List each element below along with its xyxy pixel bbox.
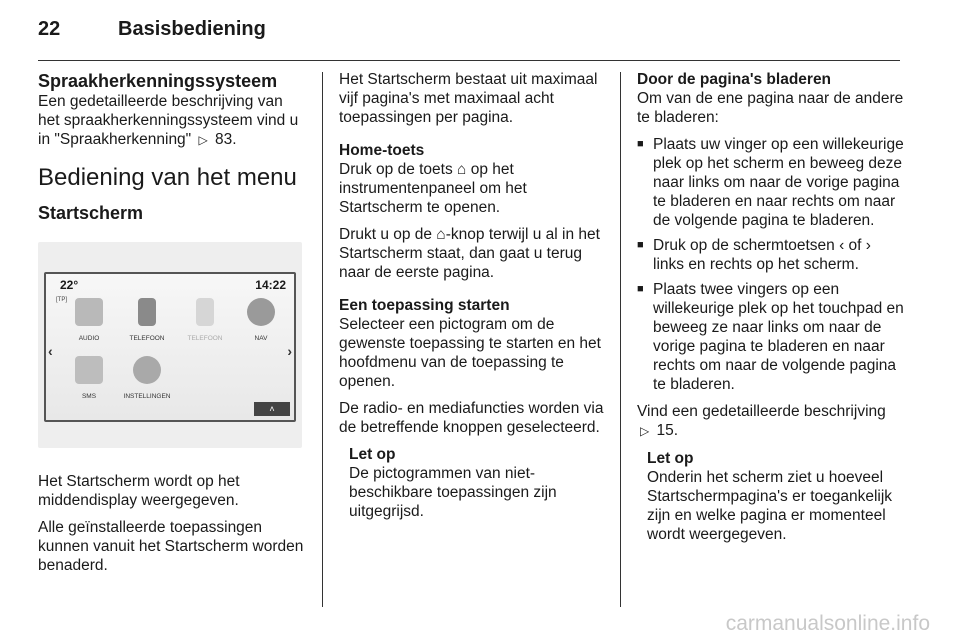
phone-icon xyxy=(138,298,156,326)
column-2 xyxy=(339,70,607,529)
note-box: Let op De pictogrammen van niet-beschikbare toepassingen zijn uitgegrijsd. xyxy=(349,445,607,521)
paragraph: Vind een gedetailleerde beschrijving ▷ 15. xyxy=(637,403,886,439)
page-number: 22 xyxy=(38,18,61,40)
audio-tile: AUDIO xyxy=(60,298,118,348)
start-app-section: Een toepassing starten Selecteer een pictogram om de gewenste toepassing te starten en het hoofdmenu van de toepassing te openen. xyxy=(339,296,607,391)
sms-tile: SMS xyxy=(60,356,118,406)
column-1 xyxy=(38,70,308,583)
chevron-up-icon: ˄ xyxy=(254,402,290,416)
column-divider xyxy=(620,72,621,607)
speech-paragraph: Een gedetailleerde beschrijving van het spraakherkenningssysteem vind u in "Spraakherkenning" ▷ 83. xyxy=(38,93,299,148)
prev-page-icon: ‹ xyxy=(48,343,53,359)
section-title: Een toepassing starten xyxy=(339,297,510,314)
note-title: Let op xyxy=(349,446,396,463)
section-title: Home-toets xyxy=(339,142,425,159)
browse-section: Door de pagina's bladeren Om van de ene pagina naar de andere te bladeren: xyxy=(637,71,904,126)
home-icon: ⌂ xyxy=(436,226,446,243)
paragraph: Alle geïnstalleerde toepassingen kunnen vanuit het Startscherm worden benaderd. xyxy=(38,519,304,574)
menu-heading: Bediening van het menu xyxy=(38,164,297,191)
temperature-readout: 22° xyxy=(60,278,79,292)
paragraph: Drukt u op de ⌂-knop terwijl u al in het Startscherm staat, dan gaat u terug naar de eerste pagina. xyxy=(339,226,600,281)
paragraph: De radio- en mediafuncties worden via de betreffende knoppen geselecteerd. xyxy=(339,400,604,436)
phone-icon xyxy=(196,298,214,326)
note-box: Let op Onderin het scherm ziet u hoeveel Startschermpagina's er toegankelijk zijn en welke pagina er momenteel wordt weergegeven. xyxy=(647,449,905,544)
reference-arrow-icon: ▷ xyxy=(198,133,208,147)
home-key-section: Home-toets Druk op de toets ⌂ op het instrumentenpaneel om het Startscherm te openen. xyxy=(339,141,607,217)
clock-readout: 14:22 xyxy=(255,278,286,292)
phone-tile: TELEFOON xyxy=(118,298,176,348)
next-page-icon: › xyxy=(287,343,292,359)
home-screen-display xyxy=(44,272,296,422)
home-screen-heading: Startscherm xyxy=(38,203,144,223)
list-item: ■ Plaats twee vingers op een willekeurige plek op het touchpad en beweeg ze naar links om naar de vorige pagina te bladeren en naar rechts om naar de volgende pagina te bladeren. xyxy=(637,280,905,394)
gear-icon xyxy=(133,356,161,384)
column-divider xyxy=(322,72,323,607)
tp-indicator: [TP] xyxy=(56,297,68,303)
speech-heading: Spraakherkenningssysteem xyxy=(38,71,278,91)
page-header xyxy=(38,18,928,52)
bullet-list xyxy=(637,135,905,394)
header-rule xyxy=(38,60,900,61)
list-item: ■ Plaats uw vinger op een willekeurige plek op het scherm en beweeg deze naar links om naar de vorige pagina te bladeren en naar rechts om naar de volgende pagina te bladeren. xyxy=(637,135,905,230)
home-screen-figure xyxy=(38,242,302,448)
compass-icon xyxy=(247,298,275,326)
list-item: ■ Druk op de schermtoetsen ‹ of › links en rechts op het scherm. xyxy=(637,236,905,274)
watermark: carmanualsonline.info xyxy=(725,612,930,635)
music-note-icon xyxy=(75,298,103,326)
message-icon xyxy=(75,356,103,384)
note-title: Let op xyxy=(647,450,694,467)
paragraph: Het Startscherm wordt op het middendisplay weergegeven. xyxy=(38,473,240,509)
reference-arrow-icon: ▷ xyxy=(640,424,650,438)
nav-tile: NAV xyxy=(232,298,290,348)
home-icon: ⌂ xyxy=(457,161,467,178)
chapter-title: Basisbediening xyxy=(118,18,266,40)
paragraph: Het Startscherm bestaat uit maximaal vijf pagina's met maximaal acht toepassingen per pagina. xyxy=(339,71,598,126)
column-3 xyxy=(637,70,905,552)
phone-tile-disabled: TELEFOON xyxy=(176,298,234,348)
section-title: Door de pagina's bladeren xyxy=(637,71,832,88)
settings-tile: INSTELLINGEN xyxy=(118,356,176,406)
